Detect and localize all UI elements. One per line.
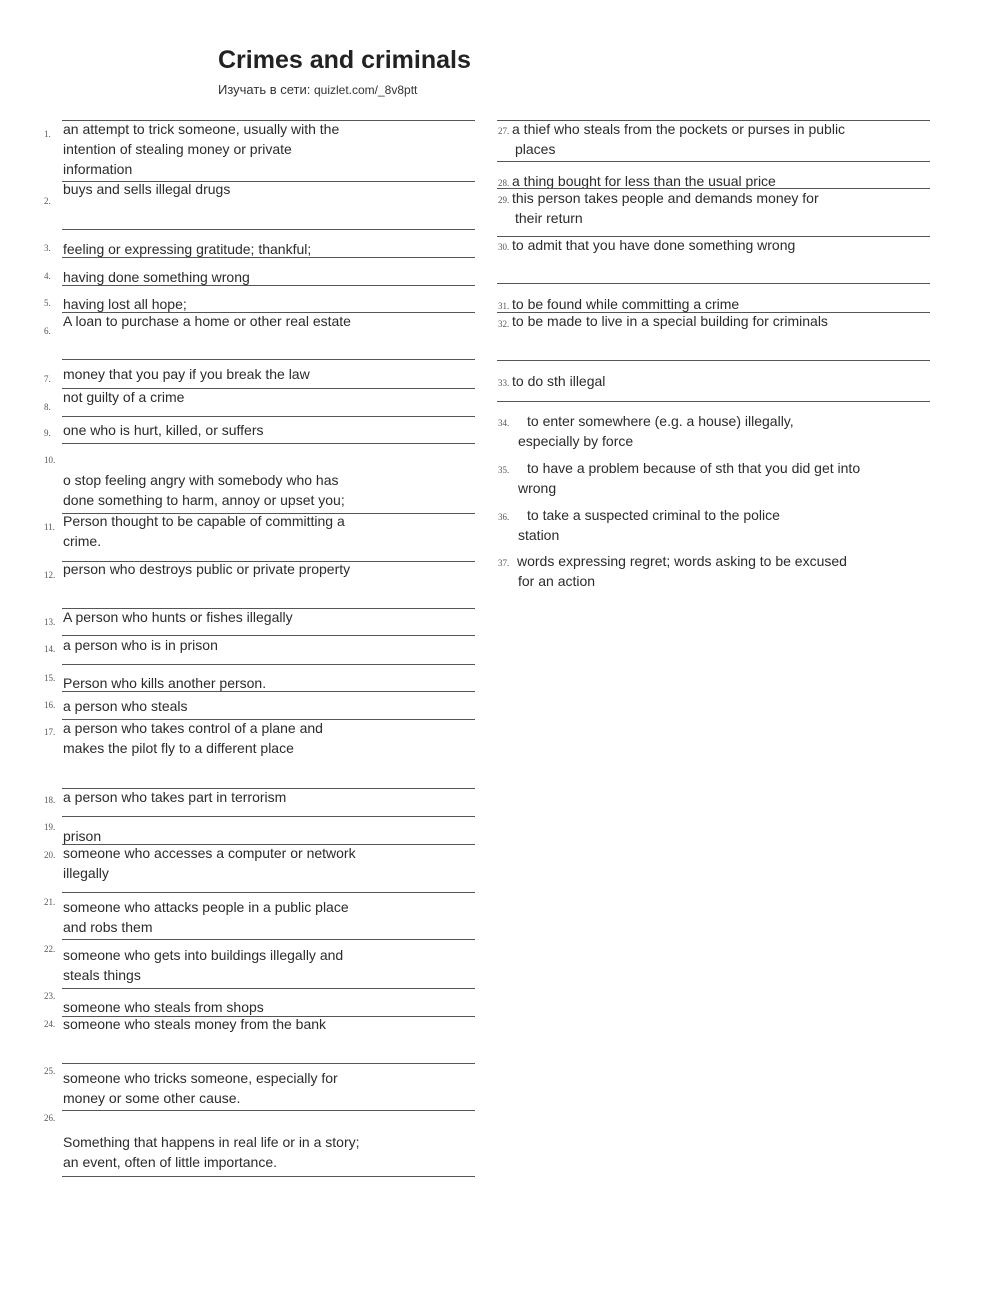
answer-line[interactable]	[62, 257, 475, 258]
question-number: 17.	[44, 727, 56, 737]
question-text: a thief who steals from the pockets or purses in public	[512, 121, 846, 137]
question-text: someone who steals from shops	[63, 999, 264, 1015]
question-number: 21.	[44, 897, 56, 907]
question-text: a thing bought for less than the usual price	[512, 173, 776, 189]
subtitle	[218, 82, 417, 97]
question-text: having done something wrong	[63, 269, 250, 285]
question-text: having lost all hope;	[63, 296, 187, 312]
question-number: 30.	[498, 242, 510, 252]
question-number: 6.	[44, 326, 51, 336]
question-number: 37.	[498, 558, 510, 568]
question-number: 5.	[44, 298, 51, 308]
question-text: Something that happens in real life or in a story;	[63, 1134, 360, 1150]
answer-line[interactable]	[62, 664, 475, 665]
question-text: words expressing regret; words asking to be excused	[517, 553, 847, 569]
answer-line[interactable]	[62, 1110, 475, 1111]
question-number: 25.	[44, 1066, 56, 1076]
question-number: 1.	[44, 129, 51, 139]
question-number: 36.	[498, 512, 510, 522]
question-number: 24.	[44, 1019, 56, 1029]
question-text: prison	[63, 828, 102, 844]
question-text: not guilty of a crime	[63, 389, 185, 405]
answer-line[interactable]	[497, 161, 930, 162]
question-text: a person who takes control of a plane and	[63, 720, 323, 736]
question-text: station	[518, 527, 560, 543]
question-text: someone who attacks people in a public place	[63, 899, 349, 915]
question-text: their return	[515, 210, 583, 226]
question-number: 28.	[498, 178, 510, 188]
answer-line[interactable]	[62, 229, 475, 230]
question-text: steals things	[63, 967, 141, 983]
question-number: 32.	[498, 319, 510, 329]
answer-line[interactable]	[62, 988, 475, 989]
question-text: someone who tricks someone, especially for	[63, 1070, 338, 1086]
question-text: money that you pay if you break the law	[63, 366, 310, 382]
answer-line[interactable]	[497, 360, 930, 361]
question-number: 22.	[44, 944, 56, 954]
question-number: 2.	[44, 196, 51, 206]
question-text: one who is hurt, killed, or suffers	[63, 422, 264, 438]
answer-line[interactable]	[62, 1063, 475, 1064]
question-number: 8.	[44, 402, 51, 412]
question-number: 14.	[44, 644, 56, 654]
question-text: and robs them	[63, 919, 153, 935]
question-text: person who destroys public or private property	[63, 561, 351, 577]
question-number: 20.	[44, 850, 56, 860]
answer-line[interactable]	[62, 359, 475, 360]
question-text: a person who takes part in terrorism	[63, 789, 287, 805]
question-text: wrong	[518, 480, 557, 496]
question-text: to do sth illegal	[512, 373, 606, 389]
question-number: 16.	[44, 700, 56, 710]
question-text: done something to harm, annoy or upset you;	[63, 492, 345, 508]
question-number: 19.	[44, 822, 56, 832]
question-text: crime.	[63, 533, 102, 549]
question-text: makes the pilot fly to a different place	[63, 740, 294, 756]
question-number: 18.	[44, 795, 56, 805]
question-number: 34.	[498, 418, 510, 428]
question-number: 9.	[44, 428, 51, 438]
question-text: someone who gets into buildings illegally and	[63, 947, 344, 963]
question-text: Person who kills another person.	[63, 675, 267, 691]
question-text: to enter somewhere (e.g. a house) illegally,	[527, 413, 794, 429]
question-number: 7.	[44, 374, 51, 384]
question-text: to have a problem because of sth that you did get into	[527, 460, 861, 476]
answer-line[interactable]	[497, 283, 930, 284]
question-text: Person thought to be capable of committing a	[63, 513, 345, 529]
answer-line[interactable]	[62, 691, 475, 692]
answer-line[interactable]	[62, 1176, 475, 1177]
question-text: an attempt to trick someone, usually with the	[63, 121, 340, 137]
question-number: 35.	[498, 465, 510, 475]
question-text: o stop feeling angry with somebody who has	[63, 472, 339, 488]
answer-line[interactable]	[62, 816, 475, 817]
answer-line[interactable]	[62, 939, 475, 940]
question-text: someone who steals money from the bank	[63, 1016, 327, 1032]
question-text: especially by force	[518, 433, 634, 449]
question-text: A person who hunts or fishes illegally	[63, 609, 293, 625]
question-text: a person who is in prison	[63, 637, 218, 653]
quizlet-link[interactable]: quizlet.com/_8v8ptt	[313, 83, 418, 97]
question-text: this person takes people and demands money for	[512, 190, 819, 206]
question-text: an event, often of little importance.	[63, 1154, 278, 1170]
answer-line[interactable]	[62, 285, 475, 286]
question-number: 33.	[498, 378, 510, 388]
question-number: 12.	[44, 570, 56, 580]
question-number: 26.	[44, 1113, 56, 1123]
subtitle-label: Изучать в сети:	[218, 82, 311, 97]
page-title: Crimes and criminals	[218, 46, 471, 74]
question-text: places	[515, 141, 556, 157]
question-number: 29.	[498, 195, 510, 205]
question-text: feeling or expressing gratitude; thankful;	[63, 241, 312, 257]
question-text: buys and sells illegal drugs	[63, 181, 231, 197]
question-text: to admit that you have done something wrong	[512, 237, 796, 253]
question-number: 10.	[44, 455, 56, 465]
question-text: for an action	[518, 573, 596, 589]
question-number: 4.	[44, 271, 51, 281]
question-text: to be found while committing a crime	[512, 296, 740, 312]
question-number: 11.	[44, 522, 55, 532]
question-number: 27.	[498, 126, 510, 136]
question-text: intention of stealing money or private	[63, 141, 292, 157]
question-text: information	[63, 161, 133, 177]
question-text: money or some other cause.	[63, 1090, 241, 1106]
question-number: 15.	[44, 673, 56, 683]
question-number: 13.	[44, 617, 56, 627]
answer-line[interactable]	[497, 120, 930, 121]
question-number: 3.	[44, 243, 51, 253]
answer-line[interactable]	[62, 120, 475, 121]
question-text: a person who steals	[63, 698, 188, 714]
question-text: to take a suspected criminal to the police	[527, 507, 780, 523]
question-text: illegally	[63, 865, 109, 881]
answer-line[interactable]	[497, 401, 930, 402]
question-text: A loan to purchase a home or other real estate	[63, 313, 351, 329]
question-text: to be made to live in a special building for criminals	[512, 313, 828, 329]
answer-line[interactable]	[62, 892, 475, 893]
question-number: 31.	[498, 301, 510, 311]
question-number: 23.	[44, 991, 56, 1001]
answer-line[interactable]	[62, 443, 475, 444]
answer-line[interactable]	[62, 416, 475, 417]
question-text: someone who accesses a computer or network	[63, 845, 356, 861]
